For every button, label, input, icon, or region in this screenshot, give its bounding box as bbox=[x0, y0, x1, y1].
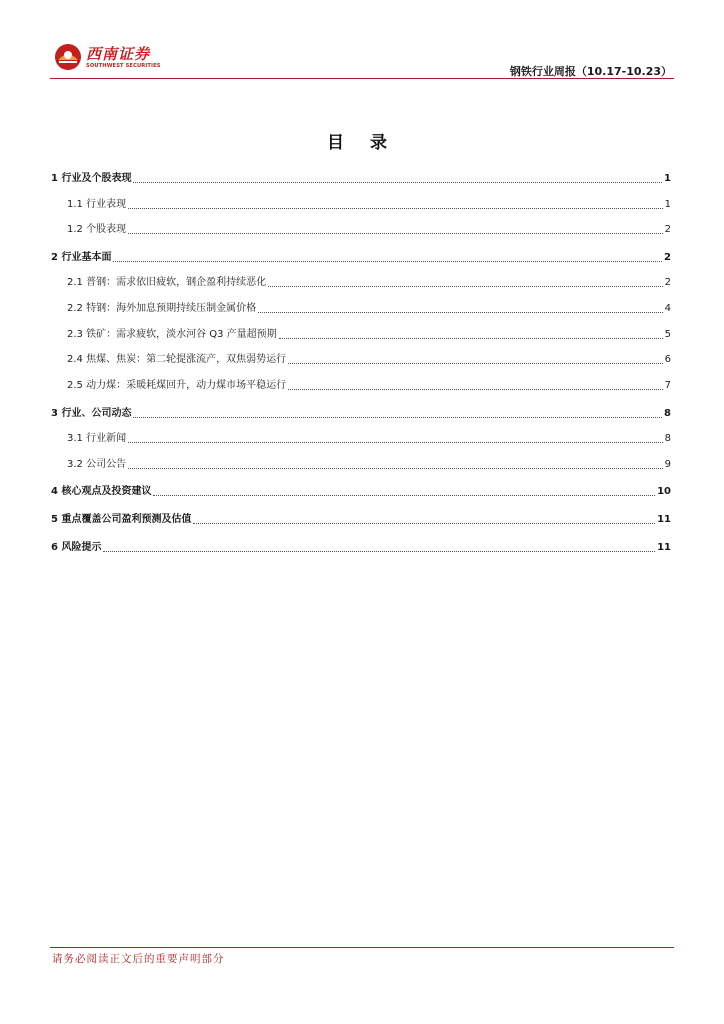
toc-entry[interactable] bbox=[51, 456, 671, 474]
toc-leader-dots bbox=[128, 232, 663, 234]
toc-entry-page: 9 bbox=[664, 459, 671, 470]
toc-leader-dots bbox=[113, 260, 662, 262]
toc-entry[interactable] bbox=[51, 196, 671, 214]
toc-entry-label: 5 重点覆盖公司盈利预测及估值 bbox=[51, 514, 192, 525]
toc-leader-dots bbox=[258, 311, 663, 313]
toc-leader-dots bbox=[279, 337, 663, 339]
toc-entry-page: 8 bbox=[664, 433, 671, 444]
toc-entry[interactable] bbox=[51, 539, 671, 557]
toc-entry-label: 1 行业及个股表现 bbox=[51, 173, 132, 184]
toc-entry-page: 6 bbox=[664, 354, 671, 365]
toc-entry-page: 10 bbox=[657, 486, 671, 497]
logo-chinese-name: 西南证券 bbox=[86, 45, 151, 63]
toc-entry-label: 2.4 焦煤、焦炭：第二轮提涨流产，双焦弱势运行 bbox=[67, 354, 287, 365]
toc-entry[interactable] bbox=[51, 249, 671, 267]
toc-leader-dots bbox=[288, 362, 663, 364]
toc-leader-dots bbox=[133, 416, 662, 418]
toc-entry-label: 3.2 公司公告 bbox=[67, 459, 127, 470]
toc-entry-label: 2.3 铁矿：需求疲软，淡水河谷 Q3 产量超预期 bbox=[67, 329, 277, 340]
toc-leader-dots bbox=[128, 441, 663, 443]
toc-entry[interactable] bbox=[51, 430, 671, 448]
toc-entry-page: 8 bbox=[664, 408, 671, 419]
footer-notice: 请务必阅读正文后的重要声明部分 bbox=[52, 953, 225, 965]
toc-leader-dots bbox=[128, 467, 663, 469]
toc-entry[interactable] bbox=[51, 170, 671, 188]
toc-entry[interactable] bbox=[51, 351, 671, 369]
header-divider bbox=[50, 78, 674, 79]
toc-entry-label: 1.2 个股表现 bbox=[67, 224, 127, 235]
page-header bbox=[0, 0, 724, 84]
toc-entry-label: 6 风险提示 bbox=[51, 542, 102, 553]
logo-english-name: SOUTHWEST SECURITIES bbox=[86, 63, 161, 69]
toc-leader-dots bbox=[288, 388, 663, 390]
toc-leader-dots bbox=[103, 550, 655, 552]
toc-leader-dots bbox=[133, 181, 662, 183]
toc-entry-page: 2 bbox=[664, 252, 671, 263]
toc-entry-label: 2.1 普钢：需求依旧疲软，钢企盈利持续恶化 bbox=[67, 277, 267, 288]
toc-entry-page: 11 bbox=[657, 542, 671, 553]
toc-leader-dots bbox=[268, 285, 663, 287]
toc-entry[interactable] bbox=[51, 377, 671, 395]
toc-entry-page: 2 bbox=[664, 277, 671, 288]
toc-entry-page: 1 bbox=[664, 199, 671, 210]
toc-entry[interactable] bbox=[51, 274, 671, 292]
toc-title: 目 录 bbox=[327, 133, 397, 153]
toc-entry-label: 1.1 行业表现 bbox=[67, 199, 127, 210]
logo-emblem-icon bbox=[54, 43, 82, 71]
toc-entry-page: 2 bbox=[664, 224, 671, 235]
toc-leader-dots bbox=[128, 207, 663, 209]
toc-entry-page: 4 bbox=[664, 303, 671, 314]
toc-entry-label: 4 核心观点及投资建议 bbox=[51, 486, 152, 497]
toc-entry-page: 11 bbox=[657, 514, 671, 525]
toc-entry-page: 7 bbox=[664, 380, 671, 391]
toc-entry-label: 3 行业、公司动态 bbox=[51, 408, 132, 419]
report-title: 钢铁行业周报（10.17-10.23） bbox=[509, 65, 672, 78]
toc-entry[interactable] bbox=[51, 483, 671, 501]
toc-leader-dots bbox=[153, 494, 655, 496]
toc-entry[interactable] bbox=[51, 300, 671, 318]
toc-entry-label: 3.1 行业新闻 bbox=[67, 433, 127, 444]
toc-entry[interactable] bbox=[51, 405, 671, 423]
toc-entry-label: 2.2 特钢：海外加息预期持续压制金属价格 bbox=[67, 303, 257, 314]
toc-entry-page: 1 bbox=[664, 173, 671, 184]
footer-divider bbox=[50, 947, 674, 948]
toc-entry[interactable] bbox=[51, 511, 671, 529]
toc-leader-dots bbox=[193, 522, 655, 524]
toc-entry[interactable] bbox=[51, 221, 671, 239]
toc-entry-page: 5 bbox=[664, 329, 671, 340]
toc-entry[interactable] bbox=[51, 326, 671, 344]
toc-entry-label: 2 行业基本面 bbox=[51, 252, 112, 263]
toc-entry-label: 2.5 动力煤：采暖耗煤回升，动力煤市场平稳运行 bbox=[67, 380, 287, 391]
